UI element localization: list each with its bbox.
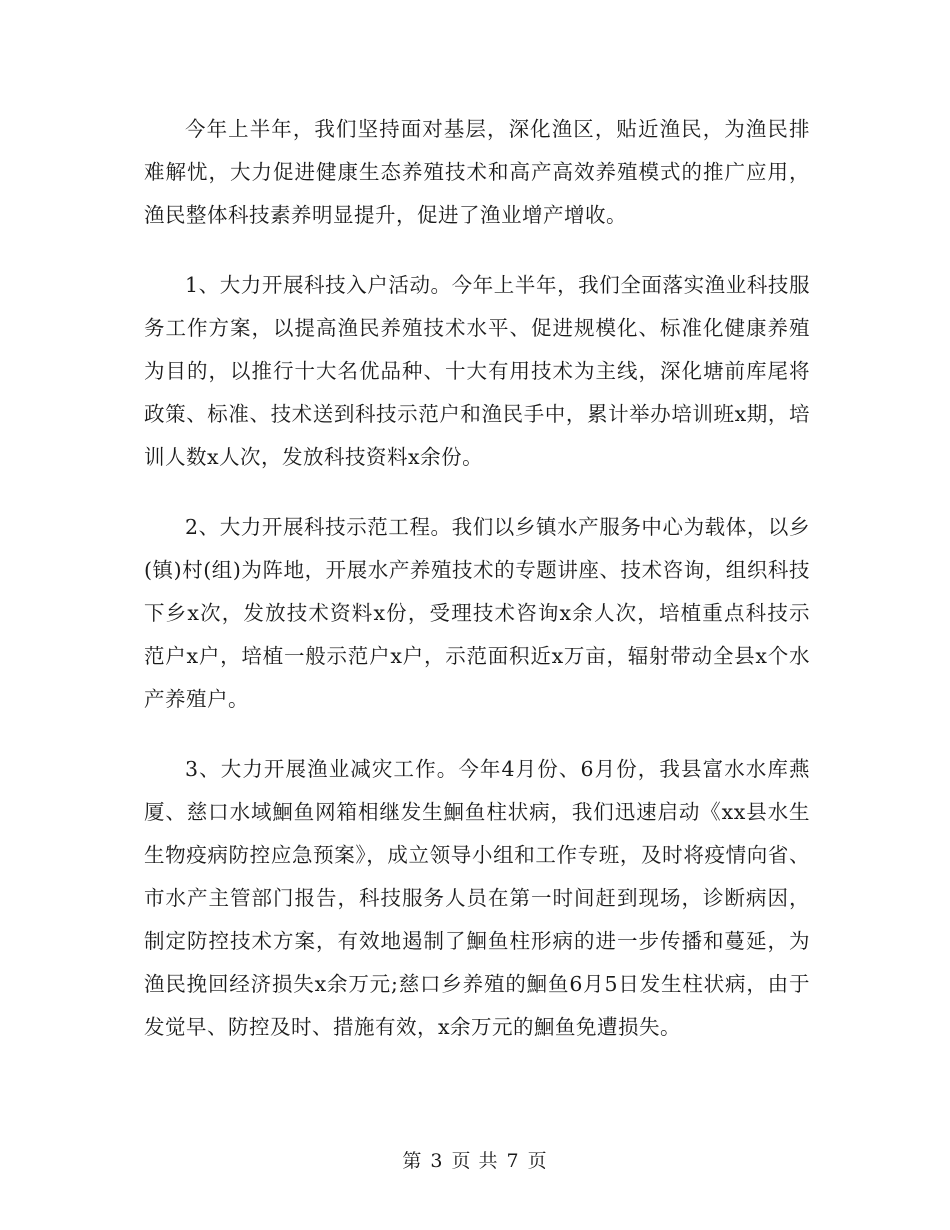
footer-middle: 页 共 [451,1150,499,1172]
footer-total-pages: 7 [506,1150,520,1172]
paragraph-tech-household: 1、大力开展科技入户活动。今年上半年，我们全面落实渔业科技服务工作方案，以提高渔民养殖技术水平、促进规模化、标准化健康养殖为目的，以推行十大名优品种、十大有用技术为主线，深化塘前库尾将政策、标准、技术送到科技示范户和渔民手中，累计举办培训班x期，培训人数x人次，发放科技资料x余份。 [144,273,810,469]
paragraph-intro: 今年上半年，我们坚持面对基层，深化渔区，贴近渔民，为渔民排难解忧，大力促进健康生态养殖技术和高产高效养殖模式的推广应用，渔民整体科技素养明显提升，促进了渔业增产增收。 [144,117,810,227]
paragraph-disaster-reduction: 3、大力开展渔业减灾工作。今年4月份、6月份，我县富水水库燕厦、慈口水域鮰鱼网箱相继发生鮰鱼柱状病，我们迅速启动《xx县水生生物疫病防控应急预案》，成立领导小组和工作专班，及时将疫情向省、市水产主管部门报告，科技服务人员在第一时间赶到现场，诊断病因，制定防控技术方案，有效地遏制了鮰鱼柱形病的进一步传播和蔓延，为渔民挽回经济损失x余万元;慈口乡养殖的鮰鱼6月5日发生柱状病，由于发觉早、防控及时、措施有效，x余万元的鮰鱼免遭损失。 [144,757,810,1039]
footer-suffix: 页 [527,1150,548,1172]
footer-prefix: 第 [402,1150,423,1172]
paragraph-tech-demonstration: 2、大力开展科技示范工程。我们以乡镇水产服务中心为载体，以乡(镇)村(组)为阵地，开展水产养殖技术的专题讲座、技术咨询，组织科技下乡x次，发放技术资料x份，受理技术咨询x余人次，培植重点科技示范户x户，培植一般示范户x户，示范面积近x万亩，辐射带动全县x个水产养殖户。 [144,515,810,711]
document-body [144,108,810,1076]
footer-current-page: 3 [430,1150,444,1172]
page-footer [0,1146,950,1173]
